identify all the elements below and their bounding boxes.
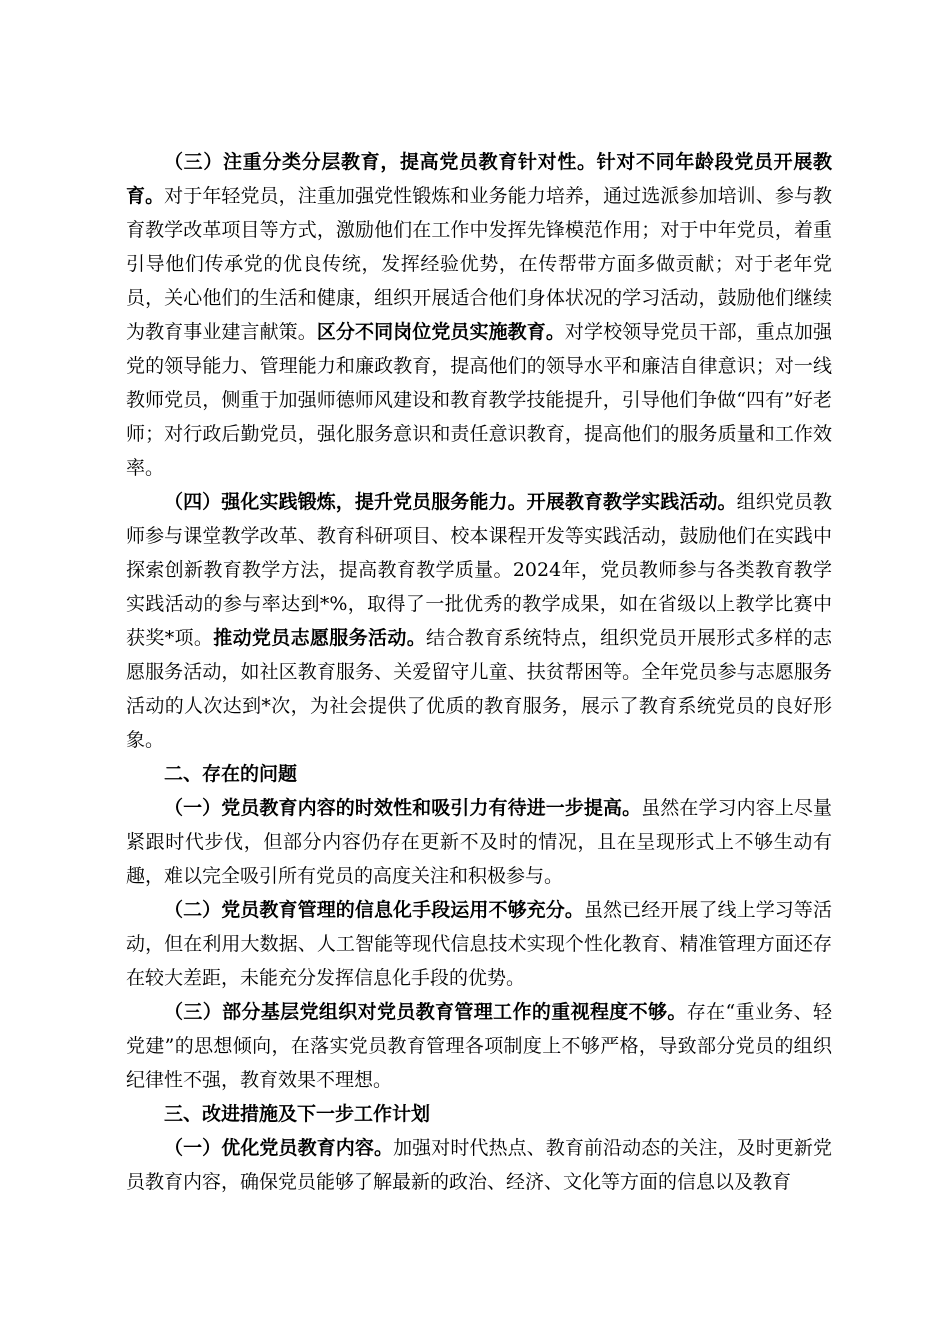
paragraph-problem-informatization (126, 893, 832, 995)
paragraph-text: 结合教育系统特点，组织党员开展形式多样的志愿服务活动，如社区教育服务、关爱留守儿童、扶贫帮困等。全年党员参与志愿服务活动的人次达到*次，为社会提供了优质的教育服务，展示了教育系统党员的良好形象。 (126, 627, 832, 751)
paragraph-heading: （四）强化实践锻炼，提升党员服务能力。开展教育教学实践活动。 (164, 491, 737, 513)
paragraph-text: 虽然已经开展了线上学习等活动，但在利用大数据、人工智能等现代信息技术实现个性化教育、精准管理方面还存在较大差距，未能充分发挥信息化手段的优势。 (126, 899, 832, 989)
paragraph-heading: （三）部分基层党组织对党员教育管理工作的重视程度不够。 (164, 1001, 687, 1023)
section-heading-problems: 二、存在的问题 (164, 763, 298, 785)
paragraph-text: 虽然在学习内容上尽量紧跟时代步伐，但部分内容仍存在更新不及时的情况，且在呈现形式上不够生动有趣，难以完全吸引所有党员的高度关注和积极参与。 (126, 797, 832, 887)
paragraph-heading: （一）优化党员教育内容。 (164, 1137, 394, 1159)
paragraph-subheading: 推动党员志愿服务活动。 (213, 627, 427, 649)
paragraph-text: 对于年轻党员，注重加强党性锻炼和业务能力培养，通过选派参加培训、参与教育教学改革项目等方式，激励他们在工作中发挥先锋模范作用；对于中年党员，着重引导他们传承党的优良传统，发挥经验优势，在传帮带方面多做贡献；对于老年党员，关心他们的生活和健康，组织开展适合他们身体状况的学习活动，鼓励他们继续为教育事业建言献策。 (126, 185, 832, 343)
paragraph-problem-attention (126, 995, 832, 1097)
paragraph-text: 加强对时代热点、教育前沿动态的关注，及时更新党员教育内容，确保党员能够了解最新的政治、经济、文化等方面的信息以及教育 (126, 1137, 832, 1193)
paragraph-text: 组织党员教师参与课堂教学改革、教育科研项目、校本课程开发等实践活动，鼓励他们在实践中探索创新教育教学方法，提高教育教学质量。2024年，党员教师参与各类教育教学实践活动的参与率达到*%，取得了一批优秀的教学成果，如在省级以上教学比赛中获奖*项。 (126, 491, 832, 649)
paragraph-practice-training (126, 485, 832, 757)
paragraph-heading: （一）党员教育内容的时效性和吸引力有待进一步提高。 (164, 797, 642, 819)
paragraph-categorized-education (126, 145, 832, 485)
paragraph-problem-timeliness (126, 791, 832, 893)
paragraph-heading: （三）注重分类分层教育，提高党员教育针对性。针对不同年龄段党员开展教育。 (126, 151, 832, 207)
paragraph-optimize-content (126, 1131, 832, 1199)
document-body (126, 145, 832, 1199)
paragraph-subheading: 区分不同岗位党员实施教育。 (316, 321, 565, 343)
section-heading-improvements: 三、改进措施及下一步工作计划 (164, 1103, 431, 1125)
paragraph-text: 存在“重业务、轻党建”的思想倾向，在落实党员教育管理各项制度上不够严格，导致部分党员的组织纪律性不强，教育效果不理想。 (126, 1001, 832, 1091)
paragraph-heading: （二）党员教育管理的信息化手段运用不够充分。 (164, 899, 584, 921)
paragraph-text: 对学校领导党员干部，重点加强党的领导能力、管理能力和廉政教育，提高他们的领导水平和廉洁自律意识；对一线教师党员，侧重于加强师德师风建设和教育教学技能提升，引导他们争做“四有”好老师；对行政后勤党员，强化服务意识和责任意识教育，提高他们的服务质量和工作效率。 (126, 321, 832, 479)
